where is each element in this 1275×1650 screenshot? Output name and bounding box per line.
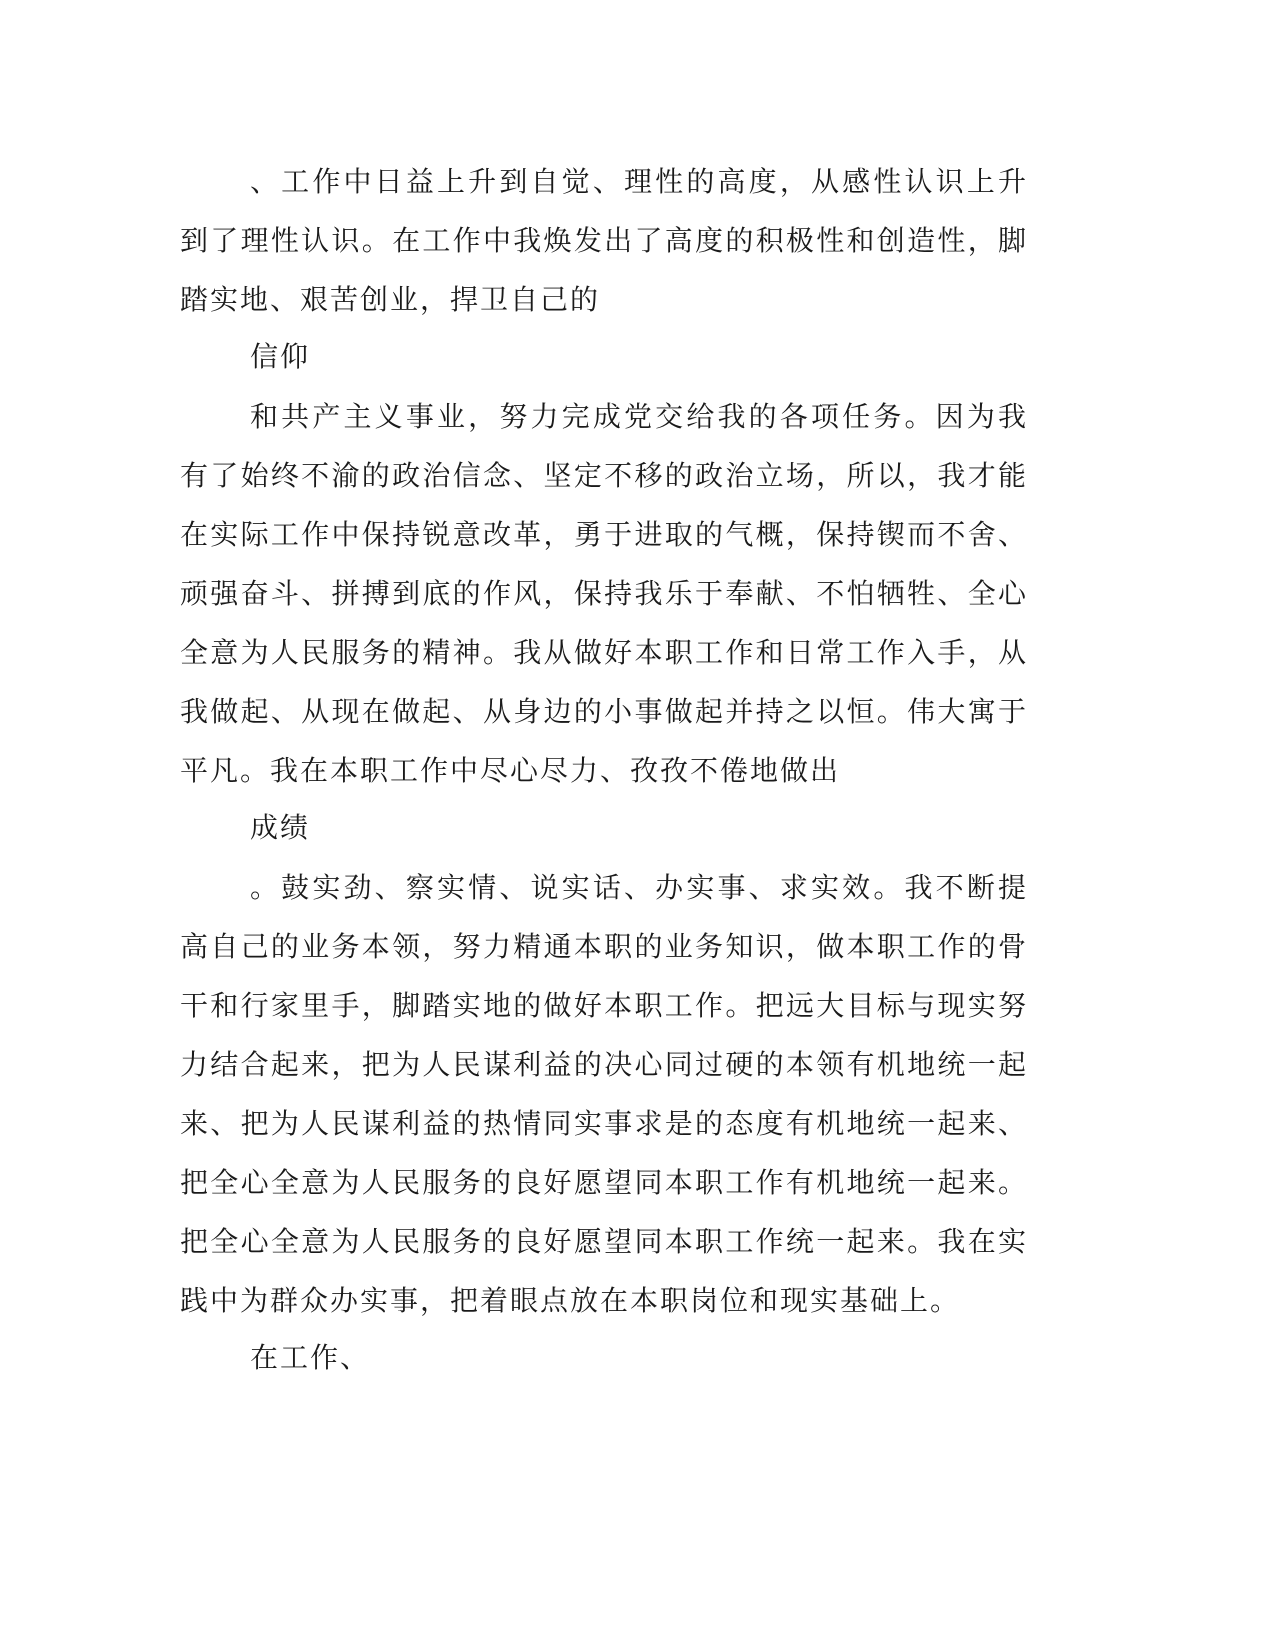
paragraph-4: 成绩 <box>250 811 311 844</box>
paragraph-6: 在工作、 <box>250 1341 371 1374</box>
paragraph-3: 和共产主义事业，努力完成党交给我的各项任务。因为我有了始终不渝的政治信念、坚定不移的政治立场，所以，我才能在实际工作中保持锐意改革，勇于进取的气概，保持锲而不舍、顽强奋斗、拼搏到底的作风，保持我乐于奉献、不怕牺牲、全心全意为人民服务的精神。我从做好本职工作和日常工作入手，从我做起、从现在做起、从身边的小事做起并持之以恒。伟大寓于平凡。我在本职工作中尽心尽力、孜孜不倦地做出 <box>180 400 1028 787</box>
paragraph-1: 、工作中日益上升到自觉、理性的高度，从感性认识上升到了理性认识。在工作中我焕发出了高度的积极性和创造性，脚踏实地、艰苦创业，捍卫自己的 <box>180 165 1028 316</box>
paragraph-5: 。鼓实劲、察实情、说实话、办实事、求实效。我不断提高自己的业务本领，努力精通本职的业务知识，做本职工作的骨干和行家里手，脚踏实地的做好本职工作。把远大目标与现实努力结合起来，把为人民谋利益的决心同过硬的本领有机地统一起来、把为人民谋利益的热情同实事求是的态度有机地统一起来、把全心全意为人民服务的良好愿望同本职工作有机地统一起来。把全心全意为人民服务的良好愿望同本职工作统一起来。我在实践中为群众办实事，把着眼点放在本职岗位和现实基础上。 <box>180 871 1028 1317</box>
paragraph-2: 信仰 <box>250 340 311 373</box>
